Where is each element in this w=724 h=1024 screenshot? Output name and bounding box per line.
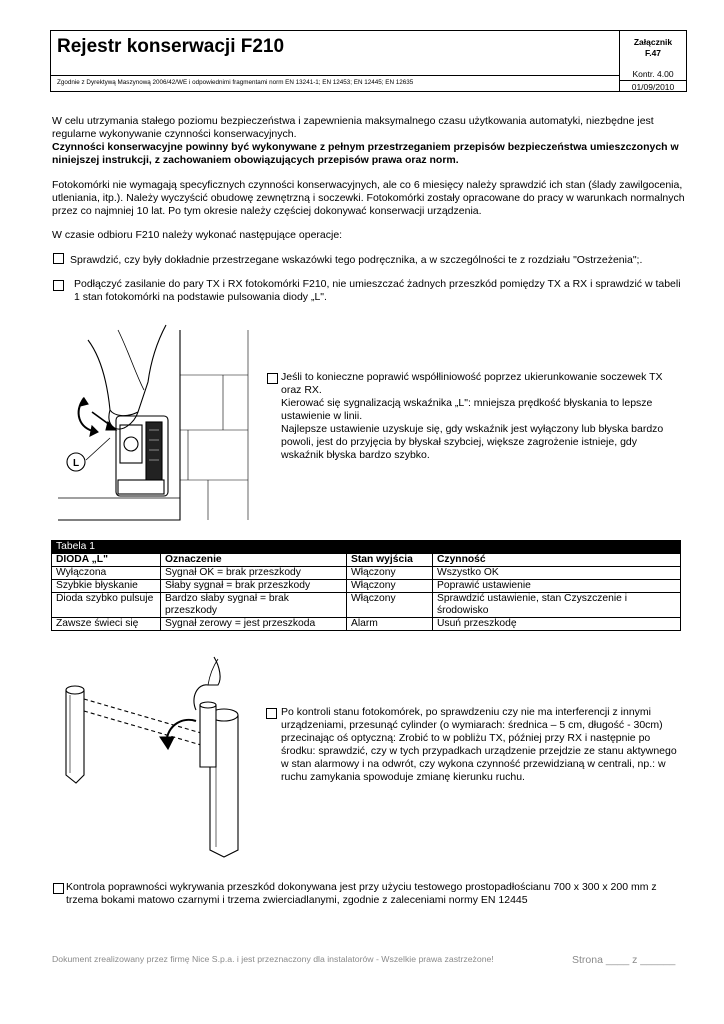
attachment-value: F.47	[644, 48, 662, 58]
table-cell: Bardzo słaby sygnał = brak przeszkody	[161, 593, 347, 618]
table-row	[52, 593, 681, 618]
table-header: Oznaczenie	[161, 554, 347, 567]
revision-cell	[620, 64, 686, 91]
check-item-5	[53, 881, 685, 907]
table-header: Stan wyjścia	[347, 554, 433, 567]
attachment-label: Załącznik	[633, 37, 673, 47]
cylinder-test-illustration	[58, 655, 248, 860]
table-row	[52, 618, 681, 631]
table-cell: Usuń przeszkodę	[433, 618, 681, 631]
photocell-adjust-illustration	[48, 320, 260, 525]
intro-paragraph: W celu utrzymania stałego poziomu bezpieczeństwa i zapewnienia maksymalnego czasu użytkowania automatyki, niezbędne jest regularne wykonywanie czynności konserwacyjnych.	[52, 115, 654, 140]
check-3-text: Jeśli to konieczne poprawić współliniowość poprzez ukierunkowanie soczewek TX oraz RX. Kierować się sygnalizacją wskaźnika „L": mniejsza prędkość błyskania to lepsze ustawienie w linii. Najlepsze ustawienie uzyskuje się, gdy wskaźnik jest wyłączony lub błyska bardzo powoli, jest do przyjęcia by błyskał szybciej, większe zagrożenie istnieje, gdy wskaźnik błyska bardzo szybko.	[281, 371, 664, 461]
table-header: Czynność	[433, 554, 681, 567]
table-cell: Dioda szybko pulsuje	[52, 593, 161, 618]
table-header-row	[52, 554, 681, 567]
table-cell: Sygnał zerowy = jest przeszkoda	[161, 618, 347, 631]
table-cell: Sygnał OK = brak przeszkody	[161, 567, 347, 580]
led-label: L	[72, 458, 80, 469]
footer-note: Dokument zrealizowany przez firmę Nice S.p.a. i jest przeznaczony dla instalatorów - Wszelkie prawa zastrzeżone!	[52, 954, 494, 964]
checkbox-1[interactable]	[53, 253, 64, 264]
check-item-1	[53, 253, 685, 267]
checkbox-4[interactable]	[266, 708, 277, 719]
table-cell: Włączony	[347, 580, 433, 593]
status-table	[51, 540, 681, 631]
table-header: DIODA „L"	[52, 554, 161, 567]
revision-date: 01/09/2010	[620, 80, 686, 93]
table-cell: Szybkie błyskanie	[52, 580, 161, 593]
operations-intro: W czasie odbioru F210 należy wykonać następujące operacje:	[52, 229, 343, 241]
check-2-text: Podłączyć zasilanie do pary TX i RX fotokomórki F210, nie umieszczać żadnych przeszkód pomiędzy TX a RX i sprawdzić w tabeli 1 stan fotokomórki na podstawie pulsowania diody „L".	[74, 278, 681, 303]
check-item-4	[266, 706, 684, 784]
intro-block	[52, 115, 684, 167]
check-item-2	[53, 278, 685, 304]
table-cell: Alarm	[347, 618, 433, 631]
page-number-field: Strona ____ z ______	[572, 954, 676, 966]
table-cell: Włączony	[347, 593, 433, 618]
checkbox-3[interactable]	[267, 373, 278, 384]
table-cell: Wyłączona	[52, 567, 161, 580]
checkbox-5[interactable]	[53, 883, 64, 894]
table-caption: Tabela 1	[52, 541, 681, 554]
revision-label: Kontr. 4.00	[632, 69, 674, 79]
intro-bold-paragraph: Czynności konserwacyjne powinny być wykonywane z pełnym przestrzeganiem przepisów bezpieczeństwa umieszczonych w niniejszej instrukcji, z zachowaniem obowiązujących przepisów prawa oraz norm.	[52, 141, 679, 166]
checkbox-2[interactable]	[53, 280, 64, 291]
check-1-text: Sprawdzić, czy były dokładnie przestrzegane wskazówki tego podręcznika, a w szczególności te z rozdziału "Ostrzeżenia";.	[70, 254, 643, 266]
table-row	[52, 567, 681, 580]
table-row	[52, 580, 681, 593]
table-cell: Wszystko OK	[433, 567, 681, 580]
check-item-3	[267, 371, 681, 462]
subtitle-cell	[51, 75, 620, 92]
check-5-text: Kontrola poprawności wykrywania przeszkód dokonywana jest przy użyciu testowego prostopadłościanu 700 x 300 x 200 mm z trzema bokami matowo czarnymi i trzema zwierciadlanymi, zgodnie z zaleceniami normy EN 12445	[66, 881, 657, 906]
table-cell: Poprawić ustawienie	[433, 580, 681, 593]
table-cell: Sprawdzić ustawienie, stan Czyszczenie i środowisko	[433, 593, 681, 618]
check-4-text: Po kontroli stanu fotokomórek, po sprawdzeniu czy nie ma interferencji z innymi urządzeniami, przesunąć cylinder (o wymiarach: średnica – 5 cm, długość - 30cm) przecinając oś optyczną: Zrobić to w pobliżu TX, później przy RX i następnie po środku: sprawdzić, czy w tych przypadkach urządzenie przejdzie ze stanu aktywnego w stan alarmowy i na odwrót, czy wykona czynność przewidzianą w centrali, np.: w ruchu zamykania spowoduje zmianę kierunku ruchu.	[281, 706, 677, 783]
page-subtitle: Zgodnie z Dyrektywą Maszynową 2006/42/WE i odpowiednimi fragmentami norm EN 13241-1; EN 12453; EN 12445; EN 12635	[57, 79, 414, 86]
photocell-paragraph: Fotokomórki nie wymagają specyficznych czynności konserwacyjnych, ale co 6 miesięcy należy sprawdzić ich stan (ślady zawilgocenia, utleniania, itp.). Należy wyczyścić obudowę zewnętrzną i soczewki. Fotokomórki zostały opracowane do pracy w warunkach normalnych przez co najmniej 10 lat. Po tym okresie należy częściej dokonywać konserwacji urządzenia.	[52, 179, 685, 217]
attachment-cell	[620, 31, 686, 64]
table-cell: Włączony	[347, 567, 433, 580]
title-cell	[51, 31, 620, 75]
header-box	[50, 30, 687, 92]
page-title: Rejestr konserwacji F210	[57, 36, 285, 57]
table-cell: Słaby sygnał = brak przeszkody	[161, 580, 347, 593]
table-cell: Zawsze świeci się	[52, 618, 161, 631]
